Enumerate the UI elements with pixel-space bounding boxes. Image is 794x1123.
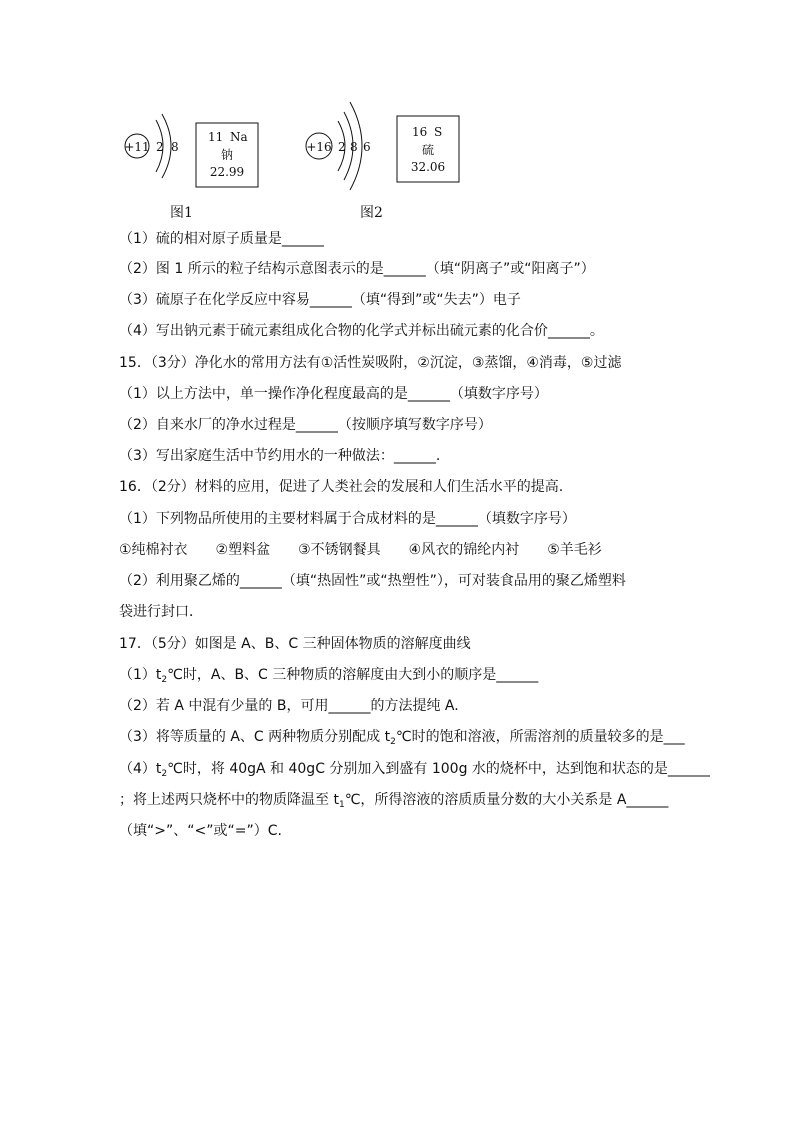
text: ℃，所得溶液的溶质质量分数的大小关系是 A______ <box>344 792 669 808</box>
element-name: 钠 <box>220 148 234 162</box>
figure-2-sulfur <box>300 96 470 196</box>
element-number: 16 <box>412 125 428 139</box>
element-symbol: Na <box>230 130 248 144</box>
subscript: 2 <box>161 675 168 685</box>
shell-electron-count: 6 <box>363 140 371 154</box>
text: （3）将等质量的 A、C 两种物质分别配成 t <box>119 729 391 745</box>
question-17-part-4-note: （填“>”、“<”或“=”）C. <box>119 823 282 839</box>
question-16-part-2: （2）利用聚乙烯的______（填“热固性”或“热塑性”），可对装食品用的聚乙烯塑料 <box>119 573 626 589</box>
shell-electron-count: 2 <box>156 140 164 154</box>
question-17-part-4-continued <box>119 791 668 814</box>
text: ℃时，A、B、C 三种物质的溶解度由大到小的顺序是______ <box>167 667 539 683</box>
text: ℃时的饱和溶液，所需溶剂的质量较多的是___ <box>395 729 685 745</box>
element-mass: 32.06 <box>410 160 446 174</box>
question-15-part-1: （1）以上方法中，单一操作净化程度最高的是______（填数字序号） <box>119 386 548 402</box>
figure-2-caption: 图2 <box>360 205 383 221</box>
question-15-stem: 15．（3分）净化水的常用方法有①活性炭吸附，②沉淀，③蒸馏，④消毒，⑤过滤 <box>119 355 622 371</box>
question-17-part-4 <box>119 760 710 783</box>
question-14-part-3: （3）硫原子在化学反应中容易______（填“得到”或“失去”）电子 <box>119 292 521 308</box>
text: ℃时，将 40gA 和 40gC 分别加入到盛有 100g 水的烧杯中，达到饱和状态的是______ <box>167 761 710 777</box>
shell-electron-count: 2 <box>338 140 346 154</box>
element-name: 硫 <box>421 143 435 157</box>
question-17-part-1 <box>119 666 538 689</box>
subscript: 1 <box>338 800 345 810</box>
nucleus-charge: +16 <box>306 140 332 154</box>
text: （1）t <box>119 667 162 683</box>
subscript: 2 <box>161 769 168 779</box>
subscript: 2 <box>390 737 396 747</box>
question-14-part-1: （1）硫的相对原子质量是______ <box>119 231 324 247</box>
question-16-part-1: （1）下列物品所使用的主要材料属于合成材料的是______（填数字序号） <box>119 511 576 527</box>
question-16-options: ①纯棉衬衣 ②塑料盆 ③不锈钢餐具 ④风衣的锦纶内衬 ⑤羊毛衫 <box>119 542 602 558</box>
question-14-part-2: （2）图 1 所示的粒子结构示意图表示的是______（填“阴离子”或“阳离子”） <box>119 261 595 277</box>
question-17-part-3 <box>119 728 685 751</box>
question-16-stem: 16．（2分）材料的应用，促进了人类社会的发展和人们生活水平的提高. <box>119 479 564 495</box>
element-number: 11 <box>208 130 224 144</box>
question-14-part-4: （4）写出钠元素于硫元素组成化合物的化学式并标出硫元素的化合价______。 <box>119 323 604 339</box>
question-16-part-2-continued: 袋进行封口． <box>119 604 203 620</box>
text: （4）t <box>119 761 162 777</box>
question-15-part-2: （2）自来水厂的净水过程是______（按顺序填写数字序号） <box>119 417 492 433</box>
figure-1-caption: 图1 <box>170 205 193 221</box>
element-symbol: S <box>434 125 443 139</box>
text: ；将上述两只烧杯中的物质降温至 t <box>119 792 339 808</box>
question-15-part-3: （3）写出家庭生活中节约用水的一种做法：______. <box>119 448 441 464</box>
question-17-part-2: （2）若 A 中混有少量的 B，可用______的方法提纯 A. <box>119 698 459 714</box>
element-mass: 22.99 <box>209 165 245 179</box>
shell-electron-count: 8 <box>350 140 358 154</box>
question-17-stem: 17．（5分）如图是 A、B、C 三种固体物质的溶解度曲线 <box>119 636 471 652</box>
figure-1-sodium <box>118 108 268 193</box>
shell-electron-count: 8 <box>171 140 179 154</box>
nucleus-charge: +11 <box>124 140 150 154</box>
